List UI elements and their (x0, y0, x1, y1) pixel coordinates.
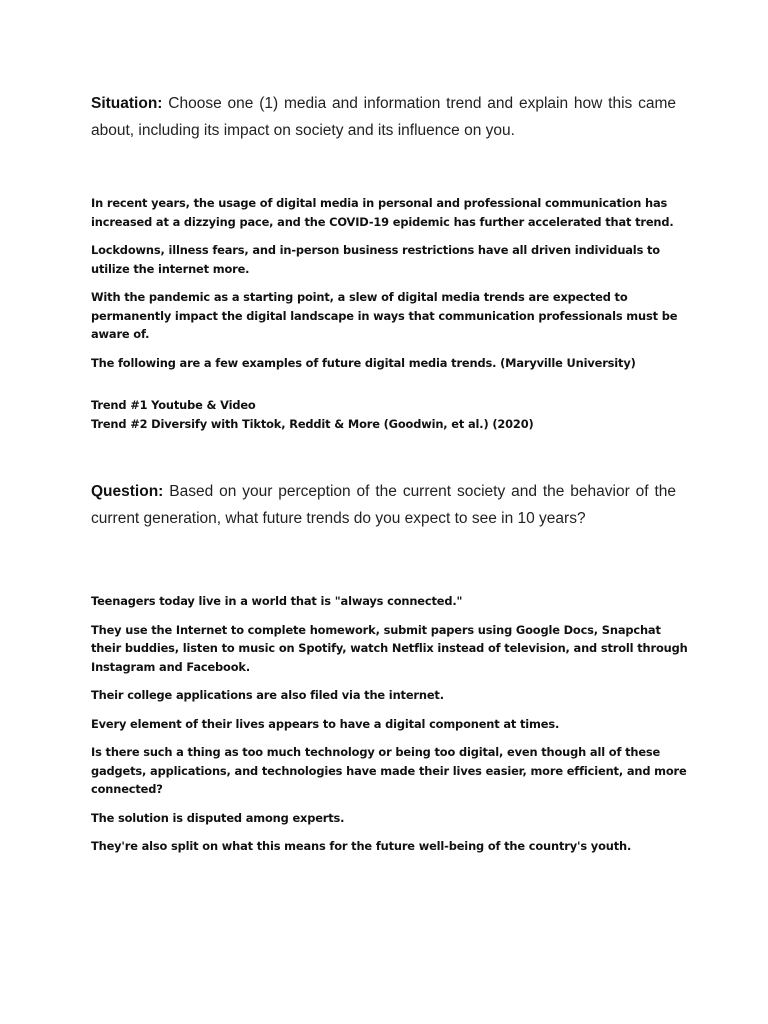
answer2-paragraph-2: They use the Internet to complete homework, submit papers using Google Docs, Snapchat their buddies, listen to music on Spotify, watch Netflix instead of television, and stroll through Instagram and Facebook. (91, 622, 688, 674)
situation-answer (91, 194, 691, 382)
answer1-paragraph-3: With the pandemic as a starting point, a slew of digital media trends are expected to permanently impact the digital landscape in ways that communication professionals must be aware of. (91, 290, 678, 341)
trend-item-2: Trend #2 Diversify with Tiktok, Reddit & More (Goodwin, et al.) (2020) (91, 416, 534, 431)
trend-list (91, 396, 691, 433)
situation-text: Choose one (1) media and information trend and explain how this came about, including its impact on society and its influence on you. (91, 95, 677, 139)
situation-label: Situation: (91, 95, 163, 112)
question-text: Based on your perception of the current society and the behavior of the current generation, what future trends do you expect to see in 10 years? (91, 483, 677, 527)
question-prompt (91, 478, 676, 532)
answer1-paragraph-1: In recent years, the usage of digital media in personal and professional communication has increased at a dizzying pace, and the COVID-19 epidemic has further accelerated that trend. (91, 196, 674, 229)
question-answer (91, 592, 691, 866)
answer1-paragraph-4: The following are a few examples of future digital media trends. (Maryville University) (91, 355, 636, 370)
answer2-paragraph-6: The solution is disputed among experts. (91, 810, 345, 825)
answer2-paragraph-7: They're also split on what this means for the future well-being of the country's youth. (91, 839, 632, 853)
answer2-paragraph-3: Their college applications are also filed via the internet. (91, 688, 444, 702)
situation-prompt (91, 90, 676, 144)
answer2-paragraph-1: Teenagers today live in a world that is "always connected." (91, 594, 463, 608)
answer2-paragraph-5: Is there such a thing as too much technology or being too digital, even though all of these gadgets, applications, and technologies have made their lives easier, more efficient, and more connected? (91, 745, 687, 796)
answer1-paragraph-2: Lockdowns, illness fears, and in-person business restrictions have all driven individuals to utilize the internet more. (91, 243, 660, 276)
trend-item-1: Trend #1 Youtube & Video (91, 398, 256, 412)
question-label: Question: (91, 483, 164, 500)
answer2-paragraph-4: Every element of their lives appears to have a digital component at times. (91, 716, 560, 731)
